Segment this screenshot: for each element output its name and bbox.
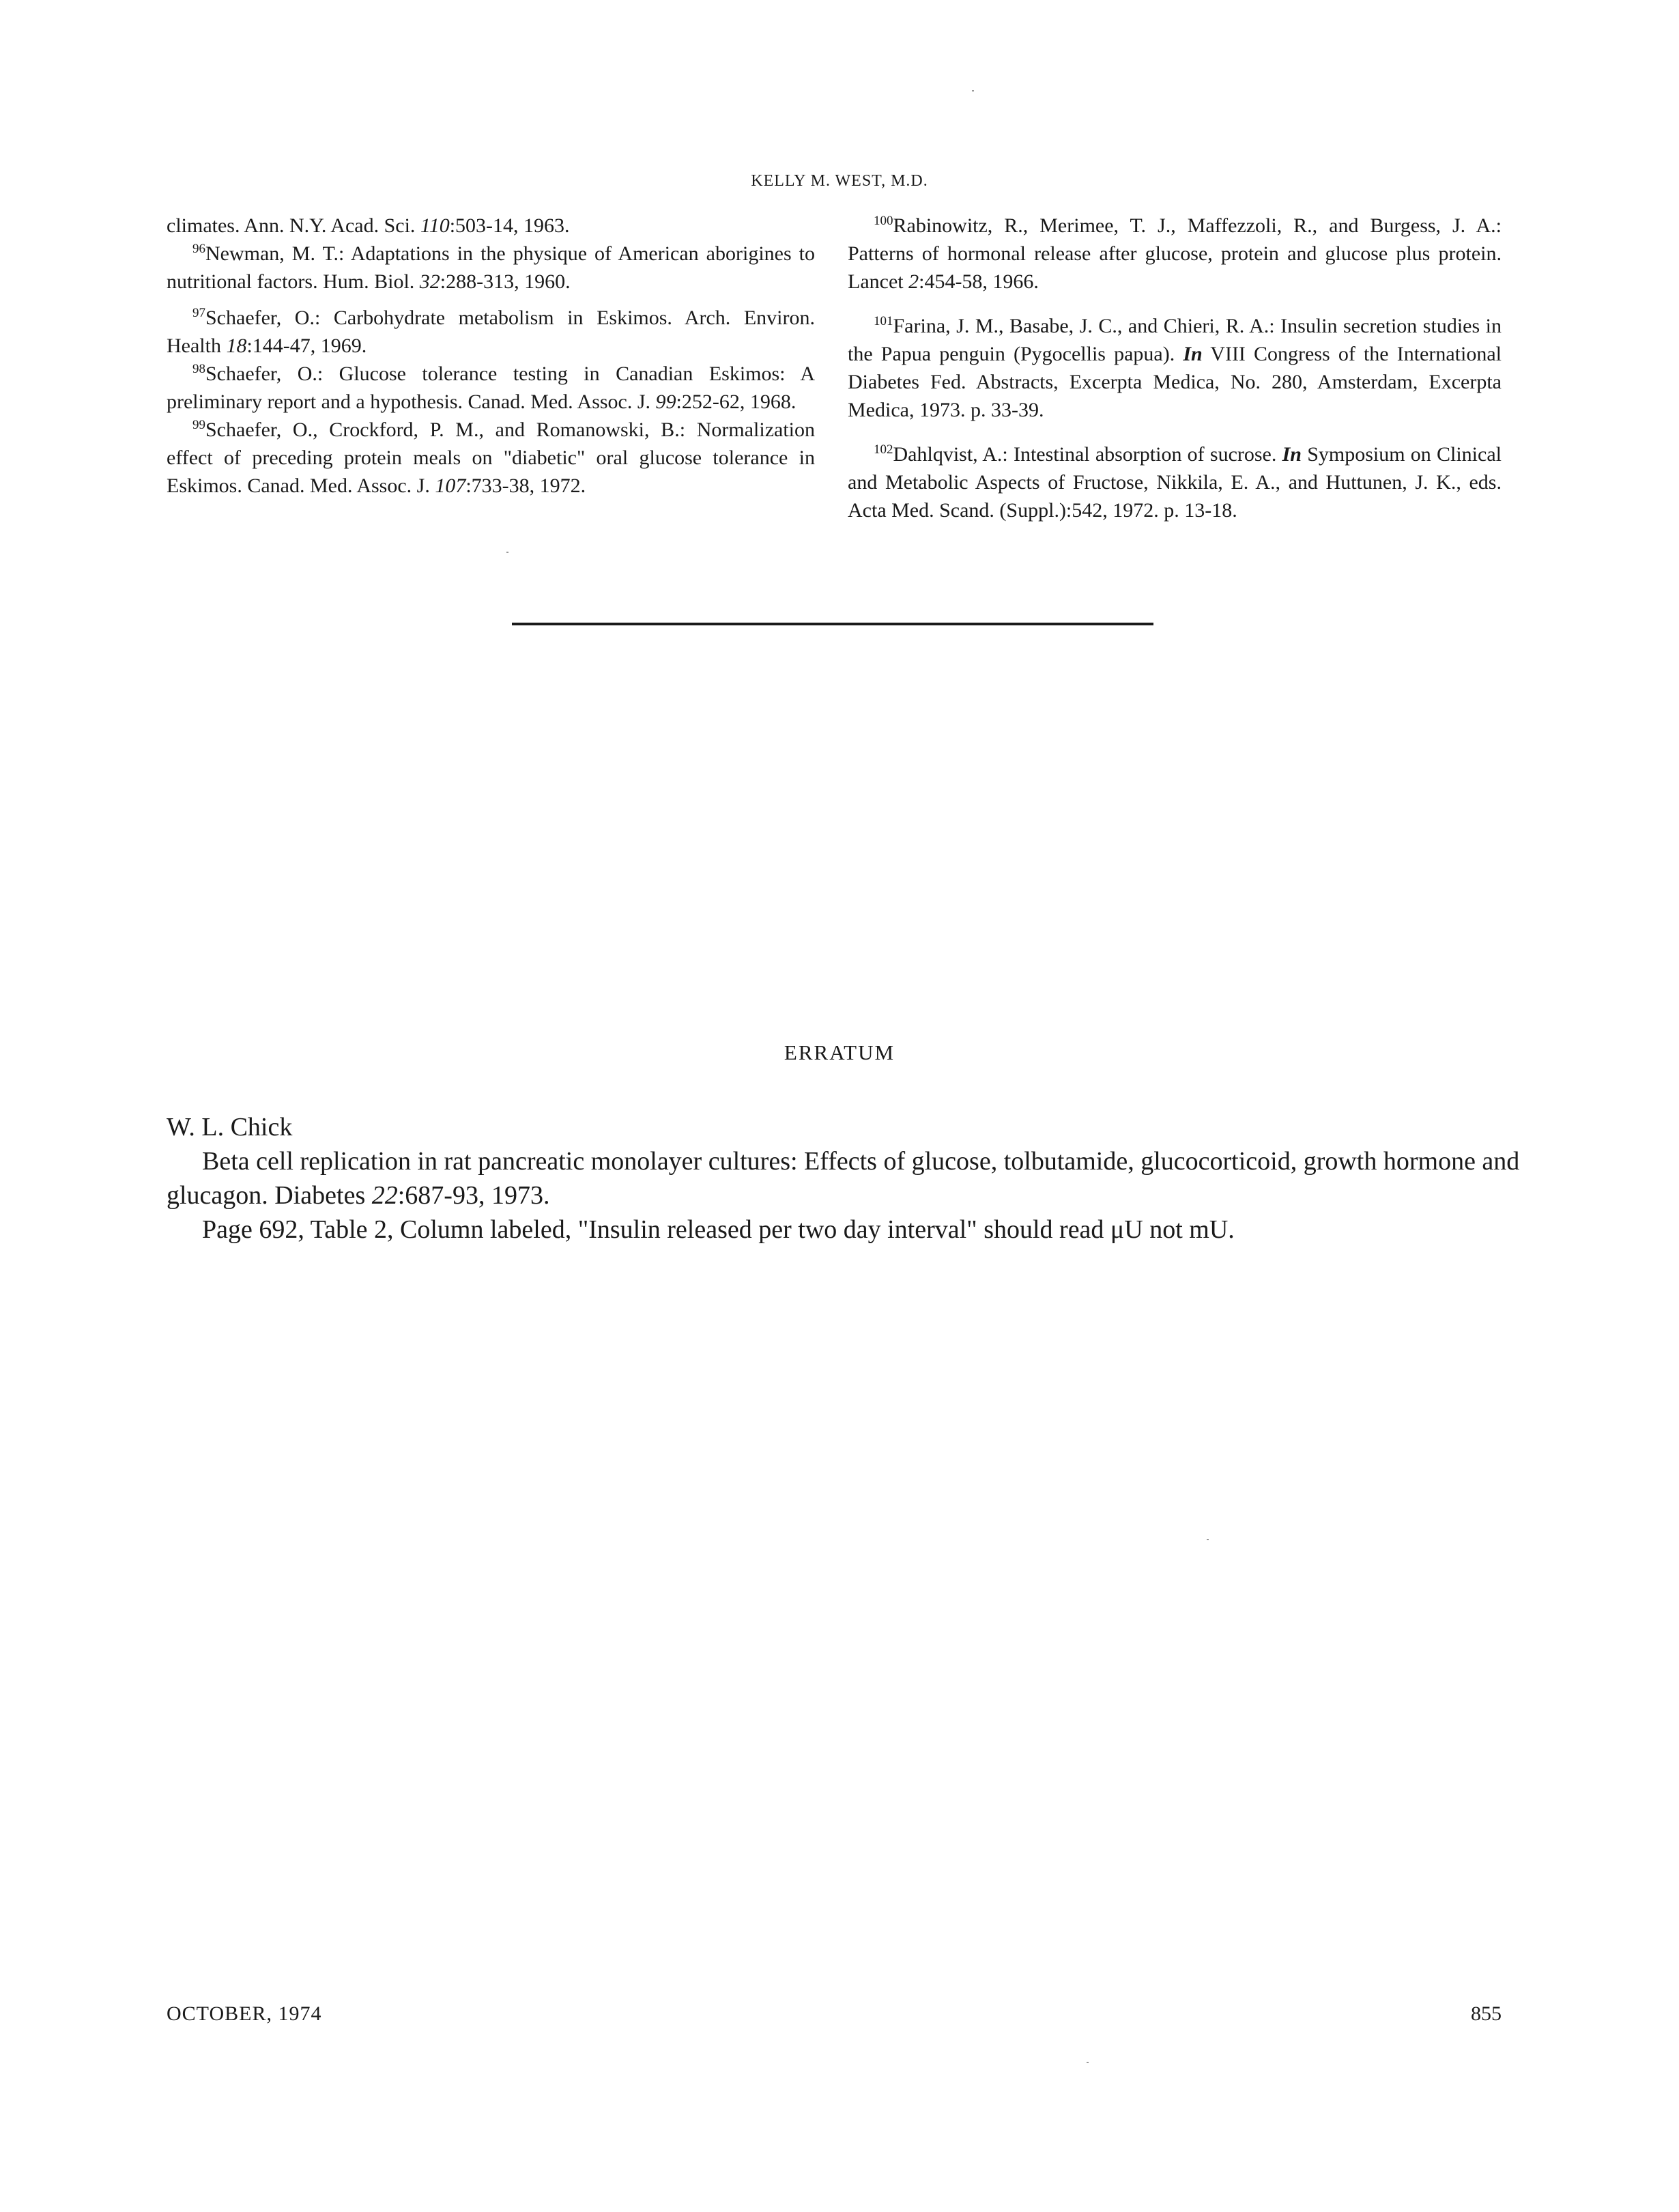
erratum-author: W. L. Chick xyxy=(167,1113,293,1142)
footer-date: OCTOBER, 1974 xyxy=(167,2002,322,2025)
erratum-body xyxy=(167,1110,1532,1247)
reference-99: $^{99}$Schaefer, O., Crockford, P. M., and Romanowski, B.: Normalization effect of preceding protein meals on "diabetic" oral glucose tolerance in Eskimos. Canad. Med. Assoc. J. 107:733-38, 1972. xyxy=(167,418,815,497)
references-left-column xyxy=(167,212,815,500)
running-head: KELLY M. WEST, M.D. xyxy=(751,172,928,190)
reference-96: $^{96}$Newman, M. T.: Adaptations in the physique of American aborigines to nutritional factors. Hum. Biol. 32:288-313, 1960. xyxy=(167,242,815,293)
erratum-heading: ERRATUM xyxy=(784,1040,895,1064)
reference-101: $^{101}$Farina, J. M., Basabe, J. C., and Chieri, R. A.: Insulin secretion studies in the Papua penguin (Pygocellis papua). In VIII Congress of the International Diabetes Fed. Abstracts, Excerpta Medica, No. 280, Amsterdam, Excerpta Medica, 1973. p. 33-39. xyxy=(848,314,1502,421)
reference-98: $^{98}$Schaefer, O.: Glucose tolerance testing in Canadian Eskimos: A preliminary report and a hypothesis. Canad. Med. Assoc. J. 99:252-62, 1968. xyxy=(167,362,815,413)
page-number: 855 xyxy=(1471,2002,1502,2025)
reference-100: $^{100}$Rabinowitz, R., Merimee, T. J., Maffezzoli, R., and Burgess, J. A.: Patterns of hormonal release after glucose, protein and glucose plus protein. Lancet 2:454-58, 1966. xyxy=(848,214,1502,293)
reference-97: $^{97}$Schaefer, O.: Carbohydrate metabolism in Eskimos. Arch. Environ. Health 18:144-47, 1969. xyxy=(167,306,815,357)
reference-95-continued: climates. Ann. N.Y. Acad. Sci. 110:503-14, 1963. xyxy=(167,214,570,237)
reference-102: $^{102}$Dahlqvist, A.: Intestinal absorption of sucrose. In Symposium on Clinical and Metabolic Aspects of Fructose, Nikkila, E. A., and Huttunen, J. K., eds. Acta Med. Scand. (Suppl.):542, 1972. p. 13-18. xyxy=(848,442,1502,522)
section-divider-rule xyxy=(512,623,1153,625)
references-right-column xyxy=(848,212,1502,524)
erratum-citation: Beta cell replication in rat pancreatic monolayer cultures: Effects of glucose, tolbutamide, glucocorticoid, growth hormone and glucagon. Diabetes 22:687-93, 1973. xyxy=(167,1147,1520,1210)
erratum-correction: Page 692, Table 2, Column labeled, "Insulin released per two day interval" should read μU not mU. xyxy=(202,1215,1235,1244)
